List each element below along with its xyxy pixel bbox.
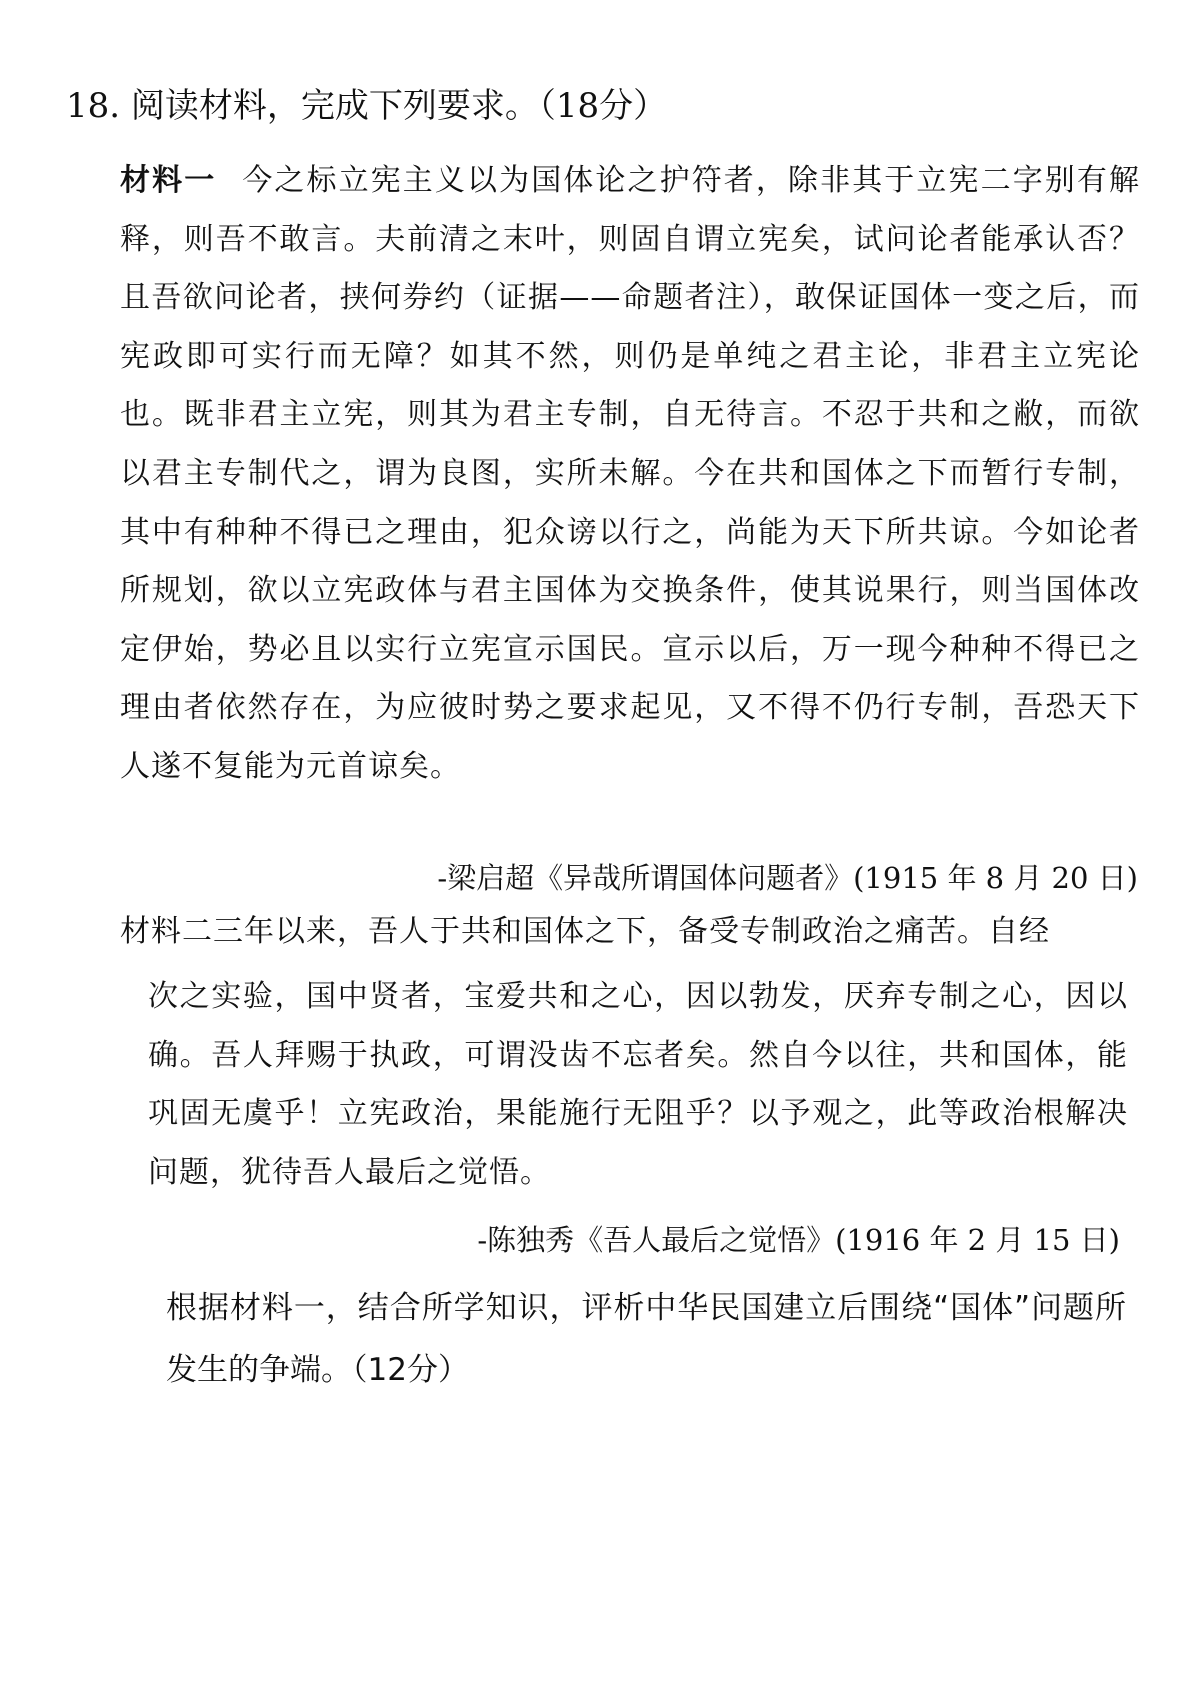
material-two-first-line: 三年以来，吾人于共和国体之下，备受专制政治之痛苦。自经	[213, 914, 1050, 949]
question-task: 根据材料一，结合所学知识，评析中华民国建立后围绕“国体”问题所发生的争端。（12分）	[166, 1290, 1126, 1388]
material-two-source: -陈独秀《吾人最后之觉悟》(1916 年 2 月 15 日)	[477, 1223, 1120, 1257]
material-one-source: -梁启超《异哉所谓国体问题者》(1915 年 8 月 20 日)	[437, 861, 1138, 895]
material-one-label: 材料一	[120, 163, 217, 198]
question-title: 18. 阅读材料，完成下列要求。（18分）	[66, 86, 668, 126]
material-two-heading	[120, 910, 1140, 954]
material-one-text: 今之标立宪主义以为国体论之护符者，除非其于立宪二字别有解释，则吾不敢言。夫前清之末叶，则固自谓立宪矣，试问论者能承认否？且吾欲问论者，挟何券约（证据——命题者注），敢保证国体一变之后，而宪政即可实行而无障？如其不然，则仍是单纯之君主论，非君主立宪论也。既非君主立宪，则其为君主专制，自无待言。不忍于共和之敝，而欲以君主专制代之，谓为良图，实所未解。今在共和国体之下而暂行专制，其中有种种不得已之理由，犯众谤以行之，尚能为天下所共谅。今如论者所规划，欲以立宪政体与君主国体为交换条件，使其说果行，则当国体改定伊始，势必且以实行立宪宣示国民。宣示以后，万一现今种种不得已之理由者依然存在，为应彼时势之要求起见，又不得不仍行专制，吾恐天下人遂不复能为元首谅矣。	[120, 163, 1141, 784]
material-one	[120, 152, 1140, 797]
material-two-text: 次之实验，国中贤者，宝爱共和之心，因以勃发，厌弃专制之心，因以确。吾人拜赐于执政，可谓没齿不忘者矣。然自今以往，共和国体，能巩固无虞乎！立宪政治，果能施行无阻乎？以予观之，此等政治根解决问题，犹待吾人最后之觉悟。	[148, 979, 1128, 1190]
material-two-label: 材料二	[120, 914, 213, 949]
